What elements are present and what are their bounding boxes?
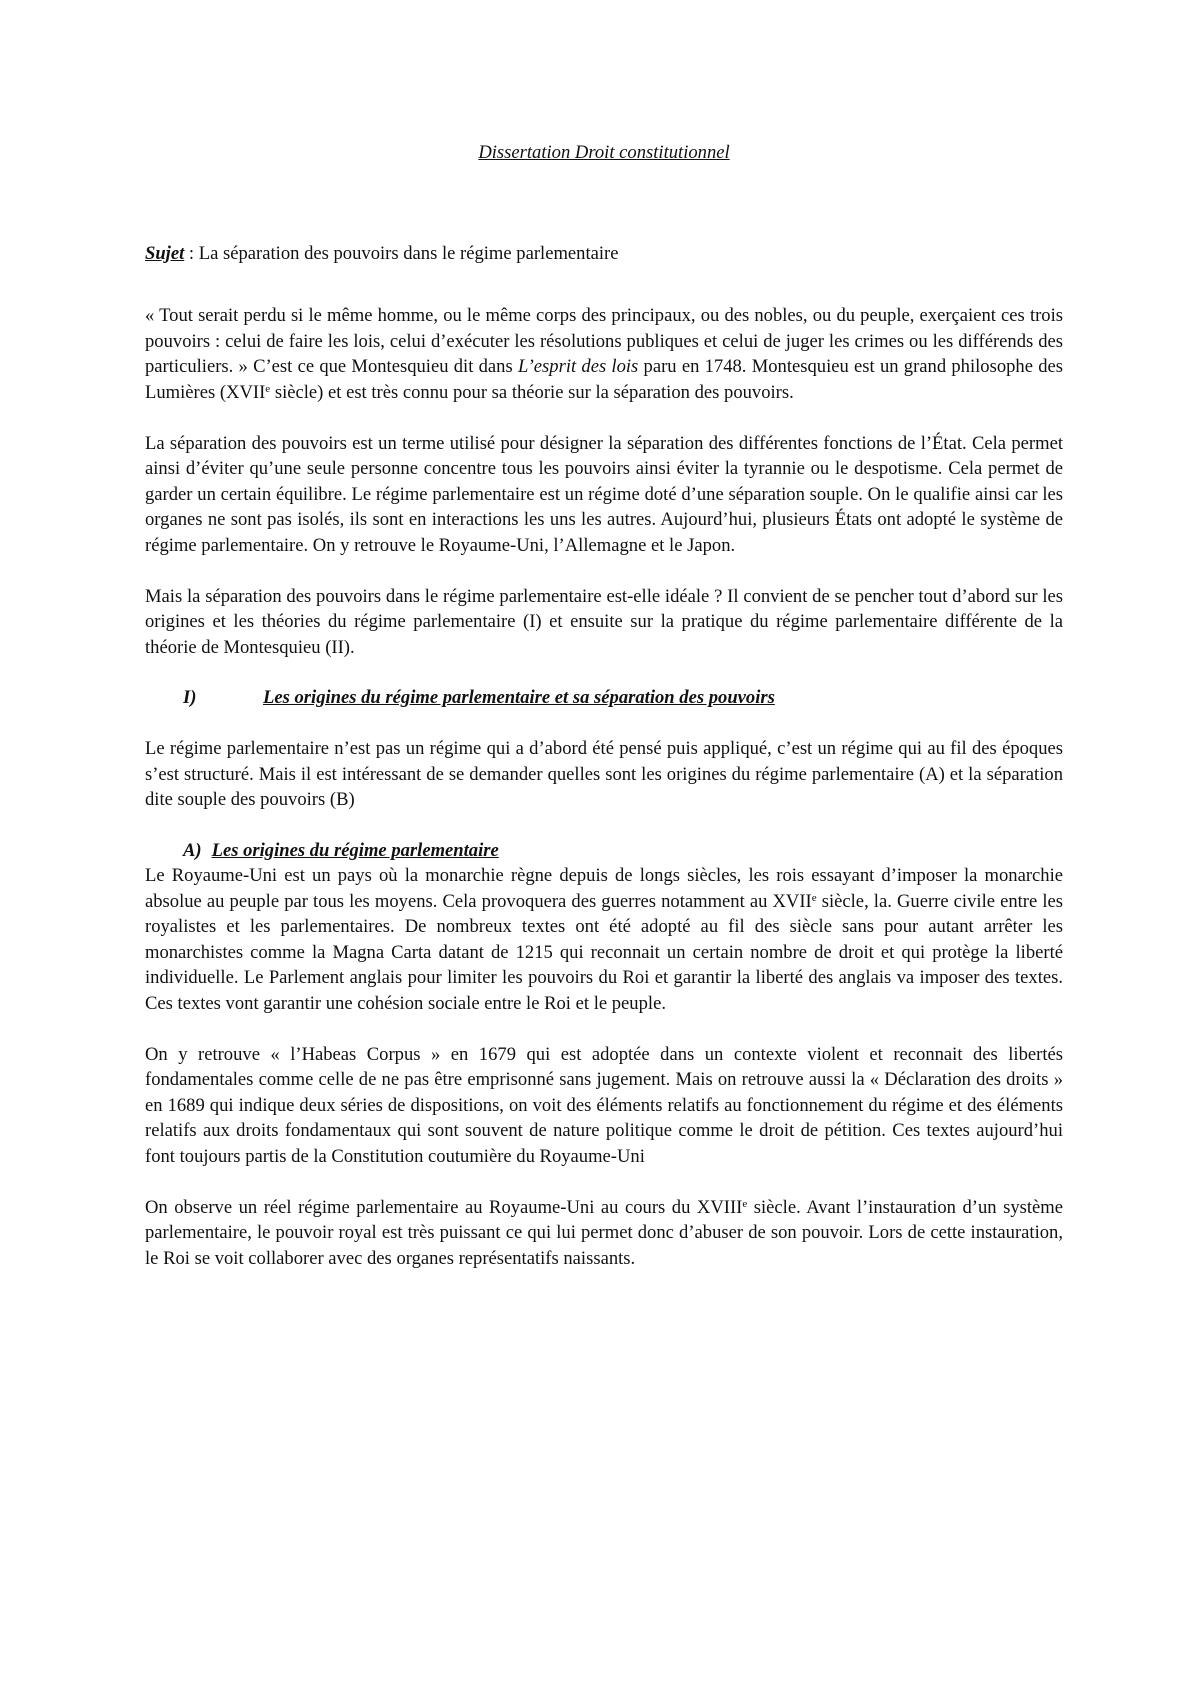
section-a-p1-text-1: Le Royaume-Uni est un pays où la monarchie règne depuis de longs siècles, les rois essayant d’imposer la monarchie absolue au peuple par tous les moyens. Cela provoquera des guerres notamment au XVII [145,865,1063,912]
section-a-paragraph-3 [145,1195,1063,1272]
section-a-p3-text-2: siècle. Avant l’instauration d’un système parlementaire, le pouvoir royal est très puissant ce qui lui permet donc d’abuser de son pouvoir. Lors de cette instauration, le Roi se voit collaborer avec des organes représentatifs naissants. [145,1196,1063,1269]
intro-text-3: siècle) et est très connu pour sa théorie sur la séparation des pouvoirs. [270,381,794,403]
intro-text-1: « Tout serait perdu si le même homme, ou le même corps des principaux, ou des nobles, ou du peuple, exerçaient ces trois pouvoirs : celui de faire les lois, celui d’exécuter les résolutions publiques et celui de juger les crimes ou les différends des particuliers. » C’est ce que Montesquieu dit dans [145,305,1063,377]
section-a-paragraph-2: On y retrouve « l’Habeas Corpus » en 1679 qui est adoptée dans un contexte violent et reconnait des libertés fondamentales comme celle de ne pas être emprisonné sans jugement. Mais on retrouve aussi la « Déclaration des droits » en 1689 qui indique deux séries de dispositions, on voit des éléments relatifs au fonctionnement du régime et des éléments relatifs aux droits fondamentaux qui sont souvent de nature politique comme le droit de pétition. Ces textes aujourd’hui font toujours partis de la Constitution coutumière du Royaume-Uni [145,1043,1063,1167]
section-a-p1-superscript: e [811,891,817,904]
section-a-title: Les origines du régime parlementaire [211,839,499,861]
part-one-intro: Le régime parlementaire n’est pas un régime qui a d’abord été pensé puis appliqué, c’est un régime qui au fil des époques s’est structuré. Mais il est intéressant de se demander quelles sont les origines du régime parlementaire (A) et la séparation dite souple des pouvoirs (B) [145,738,1063,810]
intro-text-2: paru en 1748. Montesquieu est un grand philosophe des Lumières (XVII [145,356,1063,403]
intro-superscript: e [265,382,271,395]
section-a-paragraph-1 [145,863,1063,1016]
subject-text: La séparation des pouvoirs dans le régime parlementaire [198,242,619,264]
section-a-p1-text-2: siècle, la. Guerre civile entre les royalistes et les parlementaires. De nombreux textes ont été adopté au fil des siècle sans pour autant arrêter les monarchistes comme la Magna Carta datant de 1215 qui reconnait un certain nombre de droit et qui protège la liberté individuelle. Le Parlement anglais pour limiter les pouvoirs du Roi et garantir la liberté des anglais va imposer des textes. Ces textes vont garantir une cohésion sociale entre le Roi et le peuple. [145,890,1063,1014]
subject-label: Sujet [145,242,185,264]
part-one-title: Les origines du régime parlementaire et sa séparation des pouvoirs [263,687,775,708]
part-one-number: I) [183,687,197,708]
section-a-p3-superscript: e [742,1197,748,1210]
intro-book-title: L’esprit des lois [517,356,639,377]
problem-paragraph: Mais la séparation des pouvoirs dans le régime parlementaire est-elle idéale ? Il convient de se pencher tout d’abord sur les origines et les théories du régime parlementaire (I) et ensuite sur la pratique du régime parlementaire différente de la théorie de Montesquieu (II). [145,585,1063,658]
subject-separator: : [184,242,199,264]
separation-paragraph: La séparation des pouvoirs est un terme utilisé pour désigner la séparation des différentes fonctions de l’État. Cela permet ainsi d’éviter qu’une seule personne concentre tous les pouvoirs ainsi éviter la tyrannie ou le despotisme. Cela permet de garder un certain équilibre. Le régime parlementaire est un régime doté d’une séparation souple. On le qualifie ainsi car les organes ne sont pas isolés, ils sont en interactions les uns les autres. Aujourd’hui, plusieurs États ont adopté le système de régime parlementaire. On y retrouve le Royaume-Uni, l’Allemagne et le Japon. [145,432,1063,556]
section-a-heading [145,838,1063,864]
intro-paragraph [145,303,1063,405]
document-title: Dissertation Droit constitutionnel [478,142,730,163]
part-one-heading [145,685,1063,711]
subject-line [145,241,1063,267]
document-body [145,140,1063,1271]
section-a-letter: A) [183,839,202,861]
section-a-p3-text-1: On observe un réel régime parlementaire au Royaume-Uni au cours du XVIII [145,1196,743,1218]
